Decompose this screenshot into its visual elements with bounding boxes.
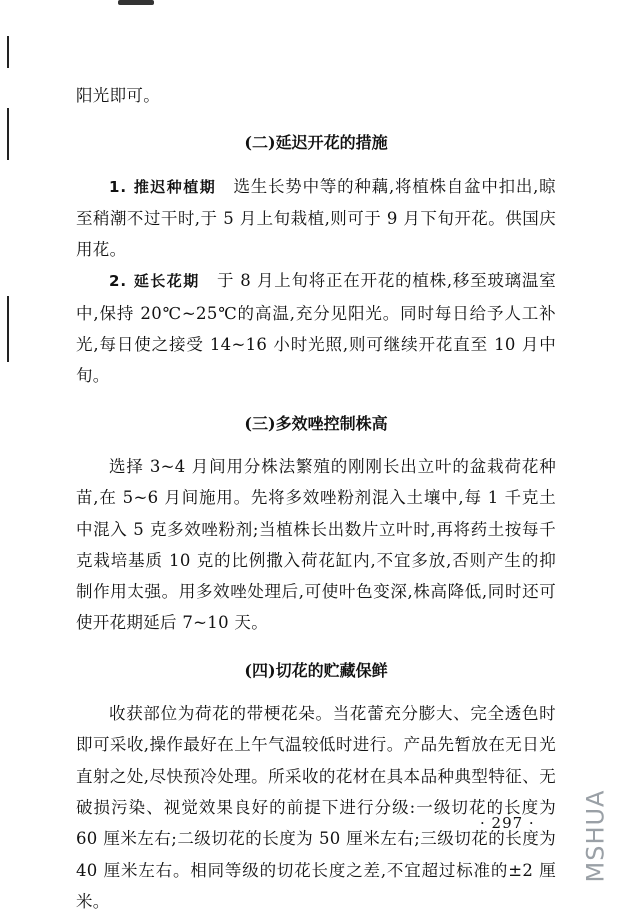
section-heading-2: (二)延迟开花的措施 (244, 133, 388, 153)
item-2-title: 2. 延长花期 (109, 272, 200, 291)
section-heading-4: (四)切花的贮藏保鲜 (244, 660, 388, 680)
item-2-paragraph (76, 265, 556, 391)
scan-mark (118, 0, 154, 5)
section-4-paragraph: 收获部位为荷花的带梗花朵。当花蕾充分膨大、完全透色时即可采收,操作最好在上午气温较低时进行。产品先暂放在无日光直射之处,尽快预冷处理。所采收的花材在具本品种典型特征、无破损污染、视觉效果良好的前提下进行分级:一级切花的长度为 60 厘米左右;二级切花的长度为 50 厘米左右;三级切花的长度为 40 厘米左右。相同等级的切花长度之差,不宜超过标准的±2 厘米。 (76, 704, 556, 911)
watermark-text: MSHUA (581, 789, 610, 883)
page-number: · 297 · (480, 814, 535, 832)
section-heading-3: (三)多效唑控制株高 (244, 413, 388, 433)
margin-line (7, 296, 9, 362)
item-1-paragraph (76, 171, 556, 266)
section-3-paragraph: 选择 3~4 月间用分株法繁殖的刚刚长出立叶的盆栽荷花种苗,在 5~6 月间施用。先将多效唑粉剂混入土壤中,每 1 千克土中混入 5 克多效唑粉剂;当植株长出数片立叶时,再将药土按每千克栽培基质 10 克的比例撒入荷花缸内,不宜多放,否则产生的抑制作用太强。用多效唑处理后,可使叶色变深,株高降低,同时还可使开花期延后 7~10 天。 (76, 456, 556, 633)
continuation-text: 阳光即可。 (76, 86, 160, 105)
page-body (76, 80, 556, 917)
item-1-title: 1. 推迟种植期 (109, 177, 217, 196)
margin-line (7, 108, 9, 160)
item-2-body: 于 8 月上旬将正在开花的植株,移至玻璃温室中,保持 20℃~25℃的高温,充分见阳光。同时每日给予人工补光,每日使之接受 14~16 小时光照,则可继续开花直至 10 月中旬。 (76, 271, 556, 386)
watermark (578, 786, 612, 886)
item-1-body: 选生长势中等的种藕,将植株自盆中扣出,晾至稍潮不过干时,于 5 月上旬栽植,则可于 9 月下旬开花。供国庆用花。 (76, 176, 556, 260)
margin-line (7, 36, 9, 68)
